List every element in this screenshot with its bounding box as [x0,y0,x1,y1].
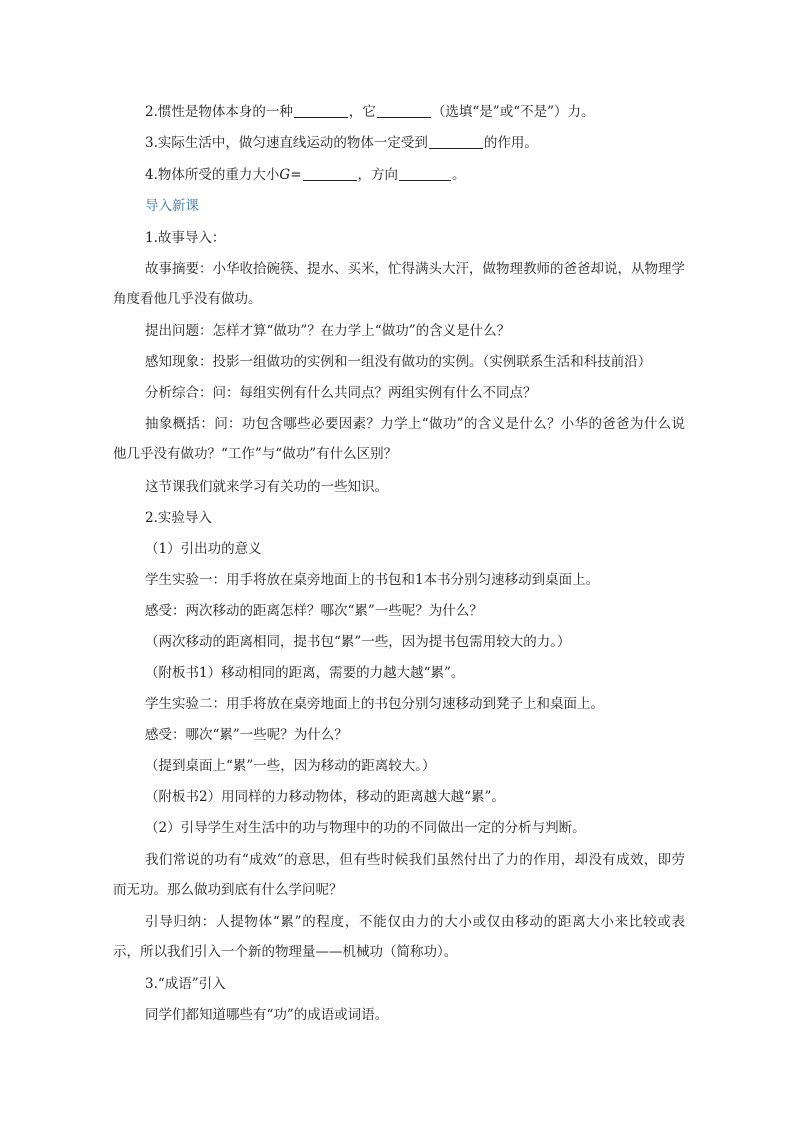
paragraph: （1）引出功的意义 [145,541,262,557]
question-text: 3.实际生活中，做匀速直线运动的物体一定受到 [145,135,428,151]
paragraph: 学生实验一：用手将放在桌旁地面上的书包和1本书分别匀速移动到桌面上。 [145,572,600,588]
answer-blank[interactable] [429,132,483,149]
question-text: 4.物体所受的重力大小 [145,167,280,183]
paragraph: 引导归纳：人提物体“累”的程度，不能仅由力的大小或仅由移动的距离大小来比较或表示，所以我们引入一个新的物理量——机械功（简称功）。 [113,914,685,960]
paragraph: 同学们都知道哪些有“功”的成语或词语。 [145,1007,389,1023]
paragraph: 我们常说的功有“成效”的意思，但有些时候我们虽然付出了力的作用，却没有成效，即劳而无功。那么做功到底有什么学问呢？ [113,852,685,898]
fill-in-question-2 [113,97,685,127]
paragraph: 这节课我们就来学习有关功的一些知识。 [145,479,388,495]
paragraph: 感受：两次移动的距离怎样？哪次“累”一些呢？为什么？ [145,603,483,619]
paragraph: （附板书1）移动相同的距离，需要的力越大越“累”。 [145,665,465,681]
fill-in-question-4 [113,160,685,190]
paragraph: 抽象概括：问：功包含哪些必要因素？力学上“做功”的含义是什么？小华的爸爸为什么说他几乎没有做功？“工作”与“做功”有什么区别？ [113,416,685,462]
paragraph: 提出问题：怎样才算“做功”？在力学上“做功”的含义是什么？ [145,323,511,339]
paragraph: 1.故事导入： [145,230,226,246]
answer-blank[interactable] [294,101,348,118]
question-text: 2.惯性是物体本身的一种 [145,104,293,120]
question-text: （选填“是”或“不是”）力。 [431,104,595,120]
paragraph: 感受：哪次“累”一些呢？为什么？ [145,727,348,743]
paragraph: 分析综合：问：每组实例有什么共同点？两组实例有什么不同点？ [145,385,537,401]
question-text: ，它 [348,104,376,120]
paragraph: （提到桌面上“累”一些，因为移动的距离较大。） [145,758,436,774]
answer-blank[interactable] [399,164,451,181]
question-text: ，方向 [357,167,398,183]
section-heading: 导入新课 [145,198,199,214]
paragraph: 学生实验二：用手将放在桌旁地面上的书包分别匀速移动到凳子上和桌面上。 [145,696,604,712]
answer-blank[interactable] [377,101,431,118]
answer-blank[interactable] [303,164,357,181]
fill-in-question-3 [113,128,685,158]
question-text: 。 [452,167,466,183]
question-text: 的作用。 [483,135,538,151]
question-text: = [290,167,302,183]
paragraph: 故事摘要：小华收拾碗筷、提水、买米，忙得满头大汗，做物理教师的爸爸却说，从物理学角度看他几乎没有做功。 [113,261,685,307]
paragraph: 3.“成语”引入 [145,976,226,992]
paragraph: 感知现象：投影一组做功的实例和一组没有做功的实例。（实例联系生活和科技前沿） [145,354,652,370]
variable-g: G [279,167,291,183]
paragraph: （2）引导学生对生活中的功与物理中的功的不同做出一定的分析与判断。 [145,820,586,836]
paragraph: （附板书2）用同样的力移动物体，移动的距离越大越“累”。 [145,789,505,805]
paragraph: （两次移动的距离相同，提书包“累”一些，因为提书包需用较大的力。） [145,634,571,650]
paragraph: 2.实验导入 [145,510,212,526]
